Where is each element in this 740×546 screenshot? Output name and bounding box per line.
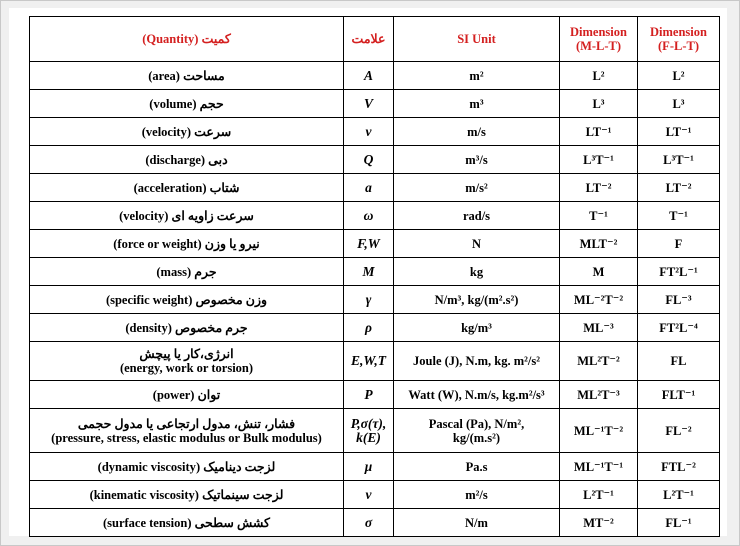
symbol-cell: ρ xyxy=(344,314,394,342)
si-unit-cell: kg xyxy=(394,258,560,286)
table-row xyxy=(30,286,720,314)
table-row xyxy=(30,230,720,258)
header-dimension-flt-line2: (F-L-T) xyxy=(658,39,699,53)
dimension-mlt-cell: T⁻¹ xyxy=(560,202,638,230)
dimension-flt-cell: T⁻¹ xyxy=(638,202,720,230)
dimension-mlt-cell: L²T⁻¹ xyxy=(560,481,638,509)
quantity-cell: لزجت سینماتیک (kinematic viscosity) xyxy=(30,481,344,509)
si-unit-cell: N/m xyxy=(394,509,560,537)
dimension-flt-cell: FL⁻³ xyxy=(638,286,720,314)
quantity-cell: لزجت دینامیک (dynamic viscosity) xyxy=(30,453,344,481)
si-unit-cell: Watt (W), N.m/s, kg.m²/s³ xyxy=(394,381,560,409)
header-dimension-mlt-line1: Dimension xyxy=(570,25,627,39)
quantity-cell: شتاب (acceleration) xyxy=(30,174,344,202)
si-unit-cell xyxy=(394,409,560,453)
quantity-cell: نیرو یا وزن (force or weight) xyxy=(30,230,344,258)
quantity-cell: مساحت (area) xyxy=(30,62,344,90)
dimension-mlt-cell: ML⁻¹T⁻² xyxy=(560,409,638,453)
table-row xyxy=(30,314,720,342)
quantity-cell: کشش سطحی (surface tension) xyxy=(30,509,344,537)
symbol-cell: γ xyxy=(344,286,394,314)
symbol-cell: F,W xyxy=(344,230,394,258)
symbol-cell: v xyxy=(344,118,394,146)
dimension-mlt-cell: ML²T⁻² xyxy=(560,342,638,381)
quantity-cell: سرعت (velocity) xyxy=(30,118,344,146)
header-dimension-mlt-line2: (M-L-T) xyxy=(575,39,622,53)
quantity-cell: توان (power) xyxy=(30,381,344,409)
quantity-fa-line: فشار، تنش، مدول ارتجاعی یا مدول حجمی xyxy=(77,416,296,431)
quantity-cell: حجم (volume) xyxy=(30,90,344,118)
symbol-cell: E,W,T xyxy=(344,342,394,381)
quantity-cell xyxy=(30,409,344,453)
table-row xyxy=(30,258,720,286)
dimension-flt-cell: L²T⁻¹ xyxy=(638,481,720,509)
symbol-cell: σ xyxy=(344,509,394,537)
si-unit-cell: m² xyxy=(394,62,560,90)
si-unit-cell: m/s xyxy=(394,118,560,146)
dimension-mlt-cell: MT⁻² xyxy=(560,509,638,537)
si-unit-cell: m³ xyxy=(394,90,560,118)
symbol-cell: V xyxy=(344,90,394,118)
header-row xyxy=(30,17,720,62)
si-unit-cell: m³/s xyxy=(394,146,560,174)
table-row xyxy=(30,90,720,118)
quantity-cell: دبی (discharge) xyxy=(30,146,344,174)
symbol-cell: Q xyxy=(344,146,394,174)
header-si-unit: SI Unit xyxy=(394,17,560,62)
units-dimensions-table xyxy=(29,16,720,537)
symbol-cell: ω xyxy=(344,202,394,230)
symbol-cell: P xyxy=(344,381,394,409)
symbol-cell: a xyxy=(344,174,394,202)
quantity-cell: جرم مخصوص (density) xyxy=(30,314,344,342)
quantity-cell: وزن مخصوص (specific weight) xyxy=(30,286,344,314)
quantity-cell xyxy=(30,342,344,381)
dimension-flt-cell: LT⁻¹ xyxy=(638,118,720,146)
table-row xyxy=(30,381,720,409)
table-row xyxy=(30,481,720,509)
dimension-flt-cell: F xyxy=(638,230,720,258)
table-row xyxy=(30,453,720,481)
dimension-mlt-cell: ML⁻¹T⁻¹ xyxy=(560,453,638,481)
si-unit-cell: m²/s xyxy=(394,481,560,509)
dimension-flt-cell: L³T⁻¹ xyxy=(638,146,720,174)
dimension-mlt-cell: LT⁻¹ xyxy=(560,118,638,146)
dimension-mlt-cell: L³T⁻¹ xyxy=(560,146,638,174)
symbol-cell: μ xyxy=(344,453,394,481)
header-dimension-flt xyxy=(638,17,720,62)
symbol-cell: M xyxy=(344,258,394,286)
si-unit-line: Pascal (Pa), N/m², xyxy=(428,416,525,431)
dimension-flt-cell: FTL⁻² xyxy=(638,453,720,481)
symbol-line: P,σ(τ), xyxy=(350,415,387,431)
dimension-flt-cell: FLT⁻¹ xyxy=(638,381,720,409)
dimension-flt-cell: L³ xyxy=(638,90,720,118)
dimension-flt-cell: LT⁻² xyxy=(638,174,720,202)
si-unit-cell: kg/m³ xyxy=(394,314,560,342)
table-row xyxy=(30,342,720,381)
dimension-flt-cell: FL⁻¹ xyxy=(638,509,720,537)
quantity-en-line: (energy, work or torsion) xyxy=(119,361,254,375)
dimension-mlt-cell: L³ xyxy=(560,90,638,118)
table-row xyxy=(30,62,720,90)
quantity-cell: جرم (mass) xyxy=(30,258,344,286)
si-unit-cell: N xyxy=(394,230,560,258)
table-row xyxy=(30,174,720,202)
table-row xyxy=(30,146,720,174)
dimension-mlt-cell: M xyxy=(560,258,638,286)
quantity-en-line: (pressure, stress, elastic modulus or Bulk modulus) xyxy=(51,430,322,445)
si-unit-cell: Joule (J), N.m, kg. m²/s² xyxy=(394,342,560,381)
dimension-flt-cell: FT²L⁻⁴ xyxy=(638,314,720,342)
header-dimension-flt-line1: Dimension xyxy=(650,25,707,39)
dimension-flt-cell: FL xyxy=(638,342,720,381)
si-unit-line: kg/(m.s²) xyxy=(452,430,501,445)
dimension-flt-cell: FL⁻² xyxy=(638,409,720,453)
header-symbol: علامت xyxy=(344,17,394,62)
dimension-flt-cell: FT²L⁻¹ xyxy=(638,258,720,286)
dimension-mlt-cell: L² xyxy=(560,62,638,90)
symbol-cell: ν xyxy=(344,481,394,509)
table-row xyxy=(30,409,720,453)
dimension-mlt-cell: LT⁻² xyxy=(560,174,638,202)
si-unit-cell: rad/s xyxy=(394,202,560,230)
dimension-mlt-cell: ML⁻³ xyxy=(560,314,638,342)
si-unit-cell: m/s² xyxy=(394,174,560,202)
table-row xyxy=(30,118,720,146)
dimension-mlt-cell: ML²T⁻³ xyxy=(560,381,638,409)
dimension-flt-cell: L² xyxy=(638,62,720,90)
header-dimension-mlt xyxy=(560,17,638,62)
header-quantity: کمیت (Quantity) xyxy=(30,17,344,62)
symbol-line: k(E) xyxy=(356,429,381,445)
dimension-mlt-cell: MLT⁻² xyxy=(560,230,638,258)
symbol-cell: A xyxy=(344,62,394,90)
table-row xyxy=(30,202,720,230)
dimension-mlt-cell: ML⁻²T⁻² xyxy=(560,286,638,314)
table-row xyxy=(30,509,720,537)
si-unit-cell: N/m³, kg/(m².s²) xyxy=(394,286,560,314)
document-page xyxy=(9,8,727,536)
symbol-cell xyxy=(344,409,394,453)
si-unit-cell: Pa.s xyxy=(394,453,560,481)
quantity-cell: سرعت زاویه ای (velocity) xyxy=(30,202,344,230)
quantity-fa-line: انرژی،کار یا پیچش xyxy=(139,347,234,361)
